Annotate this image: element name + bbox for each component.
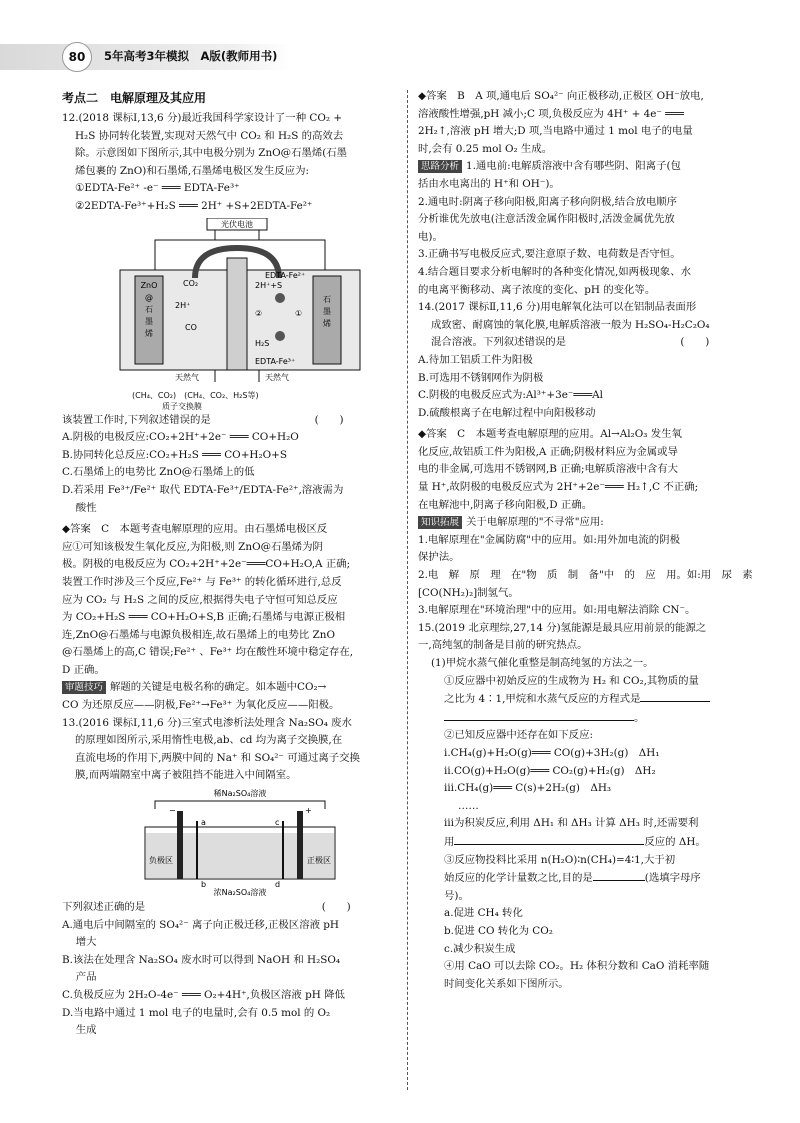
fig-gas-left-2 [62, 390, 417, 401]
q15-line: 号)。 [444, 889, 469, 902]
q15-line: ①反应器中初始反应的生成物为 H₂ 和 CO₂,其物质的量 [444, 674, 699, 687]
q15-line [418, 833, 773, 852]
analysis-tag: 思路分析 [418, 160, 462, 173]
liquid [146, 833, 334, 878]
q15-option: a.促进 CH₄ 转化 [444, 907, 523, 920]
q12-option-d-cont: 酸性 [62, 501, 97, 514]
q15-line: ③反应物投料比采用 n(H₂O)∶n(CH₄)=4∶1,大于初 [444, 853, 676, 866]
label-d: d [274, 880, 280, 890]
minus-sign: − [168, 806, 176, 816]
q13-ans-line: ◆答案 B A 项,通电后 SO₄²⁻ 向正极移动,正极区 OH⁻放电, [418, 90, 704, 102]
ext-tag: 知识拓展 [418, 516, 462, 529]
q13-line: 膜,而两端隔室中离子被阻挡不能进入中间隔室。 [75, 769, 297, 782]
ext-text: 关于电解原理的"不寻常"应用: [466, 516, 604, 529]
le-0: ZnO [140, 280, 157, 290]
q15-line: 时间变化关系如下图所示。 [444, 977, 569, 990]
q12-line: ①EDTA-Fe²⁺ -e⁻ ═══ EDTA-Fe³⁺ [75, 182, 240, 195]
ext-line: 2.电 解 原 理 在"物 质 制 备"中 的 应 用。如:用 尿 素 [418, 569, 753, 582]
analysis-line: 的电离平衡移动、离子浓度的变化、pH 的变化等。 [418, 283, 656, 296]
circle-1: ① [294, 308, 302, 318]
analysis-line: 2.通电时:阴离子移向阳极,阳离子移向阴极,结合放电顺序 [418, 195, 678, 208]
ans-line: ◆答案 C 本题考查电解原理的应用。由石墨烯电极区反 [62, 523, 328, 536]
pos-electrode [297, 811, 303, 879]
ans-line: 连,ZnO@石墨烯与电源负极相连,故石墨烯上的电势比 ZnO [62, 628, 335, 641]
neg-zone: 负极区 [148, 856, 173, 866]
ans-line: 化反应,故铝质工件为阳极,A 正确;阴极材料应为金属或导 [418, 445, 678, 458]
q14-line: 成致密、耐腐蚀的氧化膜,电解质溶液一般为 H₂SO₄-H₂C₂O₄ [431, 318, 710, 331]
q14-option-d: D.硫酸根离子在电解过程中向阳极移动 [418, 406, 596, 419]
q15-text: 用 [444, 835, 455, 848]
q12-line: H₂S 协同转化装置,实现对天然气中 CO₂ 和 H₂S 的高效去 [75, 129, 344, 142]
analysis-line: 分析谁优先放电(注意活泼金属作阳极时,活泼金属优先放 [418, 213, 675, 226]
q15-line: ②已知反应器中还存在如下反应: [444, 729, 593, 742]
label-b: b [200, 880, 206, 890]
q15-line: 一,高纯氢的制备是目前的研究热点。 [418, 639, 588, 652]
membrane [227, 258, 247, 370]
analysis-text: 1.通电前:电解质溶液中含有哪些阴、阳离子(包 [466, 160, 681, 173]
h2s-s-label: 2H⁺+S [254, 280, 282, 290]
ans-line: 量 H⁺,故阴极的电极反应式为 2H⁺+2e⁻═══ H₂↑,C 不正确; [418, 481, 699, 494]
label-a: a [200, 818, 206, 828]
q15-line [418, 869, 773, 888]
right-column [418, 88, 773, 993]
q15-suffix: (选填字母序 [644, 872, 701, 885]
analysis-line: 4.结合题目要求分析电解时的各种变化情况,如两极现象、水 [418, 265, 691, 278]
q12-line: ②2EDTA-Fe³⁺+H₂S ═══ 2H⁺ +S+2EDTA-Fe²⁺ [75, 199, 313, 212]
gas-arrows [215, 370, 259, 382]
circle-2: ② [254, 308, 262, 318]
le-3: 墨 [144, 316, 153, 326]
q15-line: 。 [418, 709, 773, 728]
q12-option-a: A.阴极的电极反应:CO₂+2H⁺+2e⁻ ═══ CO+H₂O [62, 431, 299, 444]
q12-option-d: D.若采用 Fe³⁺/Fe²⁺ 取代 EDTA-Fe³⁺/EDTA-Fe²⁺,溶液需为 [62, 483, 344, 496]
q13-ans-line: 时,会有 0.25 mol O₂ 生成。 [418, 142, 553, 155]
q15-line: …… [458, 799, 479, 812]
re-1: 墨 [322, 306, 331, 316]
gas-left-2: (CH₄、CO₂) [132, 390, 177, 400]
ans-line: 装置工作时涉及三个反应,Fe²⁺ 与 Fe³⁺ 的转化循环进行,总反 [62, 575, 342, 588]
q12-stem: 该装置工作时,下列叙述错误的是 ( ) [62, 413, 344, 426]
q14-option-c: C.阴极的电极反应式为:Al³⁺+3e⁻═══Al [418, 389, 603, 402]
ext-line: [CO(NH₂)₂]制氢气。 [418, 586, 519, 599]
hplus-left: 2H⁺ [174, 300, 190, 310]
ext-line [418, 514, 773, 532]
h2s-label: H₂S [254, 338, 269, 348]
dilute-label: 稀Na₂SO₄溶液 [213, 789, 266, 799]
q15-text: 之比为 4∶1,甲烷和水蒸气反应的方程式是 [444, 693, 641, 706]
q15-line: (1)甲烷水蒸气催化重整是制高纯氢的方法之一。 [431, 657, 654, 669]
tip-tag: 审题技巧 [62, 681, 106, 694]
conc-label: 浓Na₂SO₄溶液 [213, 888, 266, 898]
q13-ans-line: 溶液酸性增强,pH 减小;C 项,负极反应为 4H⁺ + 4e⁻ ═══ [418, 107, 684, 120]
q13-option-a: A.通电后中间隔室的 SO₄²⁻ 离子向正极迁移,正极区溶液 pH [62, 918, 339, 931]
q13-option-d-cont: 生成 [62, 1024, 97, 1037]
answer-blank[interactable] [454, 833, 644, 845]
q13-line: 直流电场的作用下,两膜中间的 Na⁺ 和 SO₄²⁻ 可通过离子交换 [75, 751, 360, 764]
answer-blank[interactable] [640, 690, 710, 702]
q12-option-c: C.石墨烯上的电势比 ZnO@石墨烯上的低 [62, 466, 255, 479]
q13-electrodialysis-figure [135, 787, 345, 897]
wire [155, 801, 325, 809]
pv-label: 光伏电池 [220, 219, 253, 229]
page-header [0, 38, 800, 78]
q13-option-c: C.负极反应为 2H₂O-4e⁻ ═══ O₂+4H⁺,负极区溶液 pH 降低 [62, 989, 345, 1001]
gas-left: 天然气 [174, 372, 199, 382]
q15-option: b.促进 CO 转化为 CO₂ [444, 924, 553, 937]
gas-right-2: (CH₄、CO₂、H₂S等) [184, 390, 259, 400]
analysis-line: 括由水电离出的 H⁺和 OH⁻)。 [418, 177, 560, 190]
page-number: 80 [62, 42, 92, 72]
q15-suffix: 反应的 ΔH。 [644, 835, 706, 848]
ext-line: 保护法。 [418, 551, 460, 564]
q13-option-a-cont: 增大 [62, 936, 97, 949]
pv-terminals [215, 230, 259, 240]
q12-line: 除。示意图如下图所示,其中电极分别为 ZnO@石墨烯(石墨 [75, 147, 348, 160]
ans-line: ◆答案 C 本题考查电解原理的应用。Al→Al₂O₃ 发生氧 [418, 428, 682, 441]
tip-line: 解题的关键是电极名称的确定。如本题中CO₂→ [110, 681, 327, 694]
edta-fe3-label: EDTA-Fe³⁺ [254, 356, 295, 366]
co-label: CO [184, 322, 197, 332]
section-title: 考点二 电解原理及其应用 [62, 91, 207, 105]
gas-right: 天然气 [264, 372, 289, 382]
q14-option-b: B.可选用不锈钢网作为阴极 [418, 371, 544, 384]
plus-sign: + [304, 806, 312, 816]
q13-line: 的原理如图所示,采用惰性电极,ab、cd 均为离子交换膜,在 [75, 734, 343, 747]
le-4: 烯 [144, 328, 153, 338]
label-c: c [274, 818, 279, 828]
le-2: 石 [144, 304, 153, 314]
ans-line: 应为 CO₂ 与 H₂S 之间的反应,根据得失电子守恒可知总反应 [62, 593, 338, 606]
q15-text: 始反应的化学计量数之比,目的是 [444, 872, 593, 885]
q14-line: 混合溶液。下列叙述错误的是 ( ) [431, 336, 710, 349]
book-title: 5年高考3年模拟 A版(教师用书) [104, 49, 278, 63]
q12-line: 烯包裹的 ZnO)和石墨烯,石墨烯电极区发生反应为: [75, 164, 310, 177]
ans-line: @石墨烯上的高,C 错误;Fe²⁺ 、Fe³⁺ 均在酸性环境中稳定存在, [62, 646, 354, 659]
ans-line: 极。阴极的电极反应为 CO₂+2H⁺+2e⁻═══CO+H₂O,A 正确; [62, 558, 351, 571]
q15-line: ④用 CaO 可以去除 CO₂。H₂ 体积分数和 CaO 消耗率随 [444, 960, 710, 973]
q12-tip [62, 679, 417, 697]
q14-answer [418, 426, 773, 514]
co2-label: CO₂ [182, 278, 198, 288]
ans-line: 应①可知该极发生氧化反应,为阳极,则 ZnO@石墨烯为阴 [62, 540, 323, 553]
q15-option: c.减少积炭生成 [444, 942, 516, 955]
answer-blank[interactable] [593, 869, 645, 881]
neg-electrode [177, 811, 183, 879]
q13-option-d: D.当电路中通过 1 mol 电子的电量时,会有 0.5 mol 的 O₂ [62, 1006, 331, 1019]
left-column [62, 88, 417, 1040]
ans-line: 为 CO₂+H₂S ═══ CO+H₂O+S,B 正确;石墨烯与电源正极相 [62, 611, 346, 624]
q12-option-b: B.协同转化总反应:CO₂+H₂S ═══ CO+H₂O+S [62, 448, 287, 461]
edta-fe2-label: EDTA-Fe²⁺ [264, 270, 305, 280]
q13-line: 13.(2016 课标Ⅰ,11,6 分)三室式电渗析法处理含 Na₂SO₄ 废水 [62, 716, 352, 729]
q12-line: 12.(2018 课标Ⅰ,13,6 分)最近我国科学家设计了一种 CO₂ + [62, 112, 343, 124]
q12-answer [62, 521, 417, 679]
q13-option-b: B.该法在处理含 Na₂SO₄ 废水时可以得到 NaOH 和 H₂SO₄ [62, 953, 341, 966]
ans-line: 在电解池中,阴离子移向阳极,D 正确。 [418, 498, 593, 511]
q13-option-b-cont: 产品 [62, 971, 97, 984]
ans-line: D 正确。 [62, 663, 105, 676]
bead-top [275, 293, 285, 303]
analysis-line [418, 158, 773, 176]
analysis-line: 电)。 [418, 230, 443, 243]
analysis-line: 3.正确书写电极反应式,要注意原子数、电荷数是否守恒。 [418, 248, 681, 261]
q12-apparatus-figure [115, 218, 365, 388]
membrane-label: 质子交换膜 [162, 401, 202, 411]
tip-line: CO 为还原反应——阴极,Fe²⁺→Fe³⁺ 为氧化反应——阳极。 [62, 699, 340, 712]
re-0: 石 [322, 294, 331, 304]
ext-line: 3.电解原理在"环境治理"中的应用。如:用电解法消除 CN⁻。 [418, 604, 696, 617]
ans-line: 电的非金属,可选用不锈钢网,B 正确;电解质溶液中含有大 [418, 463, 679, 476]
q15-line: ⅲ为积炭反应,利用 ΔH₁ 和 ΔH₃ 计算 ΔH₃ 时,还需要利 [444, 817, 699, 830]
bead-bottom [275, 331, 285, 341]
q15-line [418, 690, 773, 709]
ext-line: 1.电解原理在"金属防腐"中的应用。如:用外加电流的阴极 [418, 533, 680, 546]
q14-line: 14.(2017 课标Ⅱ,11,6 分)用电解氧化法可以在铝制品表面形 [418, 301, 697, 314]
q13-stem: 下列叙述正确的是 ( ) [62, 901, 351, 914]
re-2: 烯 [322, 318, 331, 328]
q15-line: ⅲ.CH₄(g)═══ C(s)+2H₂(g) ΔH₃ [444, 782, 612, 795]
le-1: @ [144, 292, 153, 302]
q15-line: ⅱ.CO(g)+H₂O(g)═══ CO₂(g)+H₂(g) ΔH₂ [444, 764, 656, 777]
q15-line: ⅰ.CH₄(g)+H₂O(g)═══ CO(g)+3H₂(g) ΔH₁ [444, 746, 660, 759]
answer-blank[interactable] [444, 709, 634, 721]
pos-zone: 正极区 [306, 856, 331, 866]
q15-line: 15.(2019 北京理综,27,14 分)氢能源是最具应用前景的能源之 [418, 621, 707, 634]
q13-ans-line: 2H₂↑,溶液 pH 增大;D 项,当电路中通过 1 mol 电子的电量 [418, 125, 693, 138]
q14-option-a: A.待加工铝质工件为阳极 [418, 353, 533, 366]
